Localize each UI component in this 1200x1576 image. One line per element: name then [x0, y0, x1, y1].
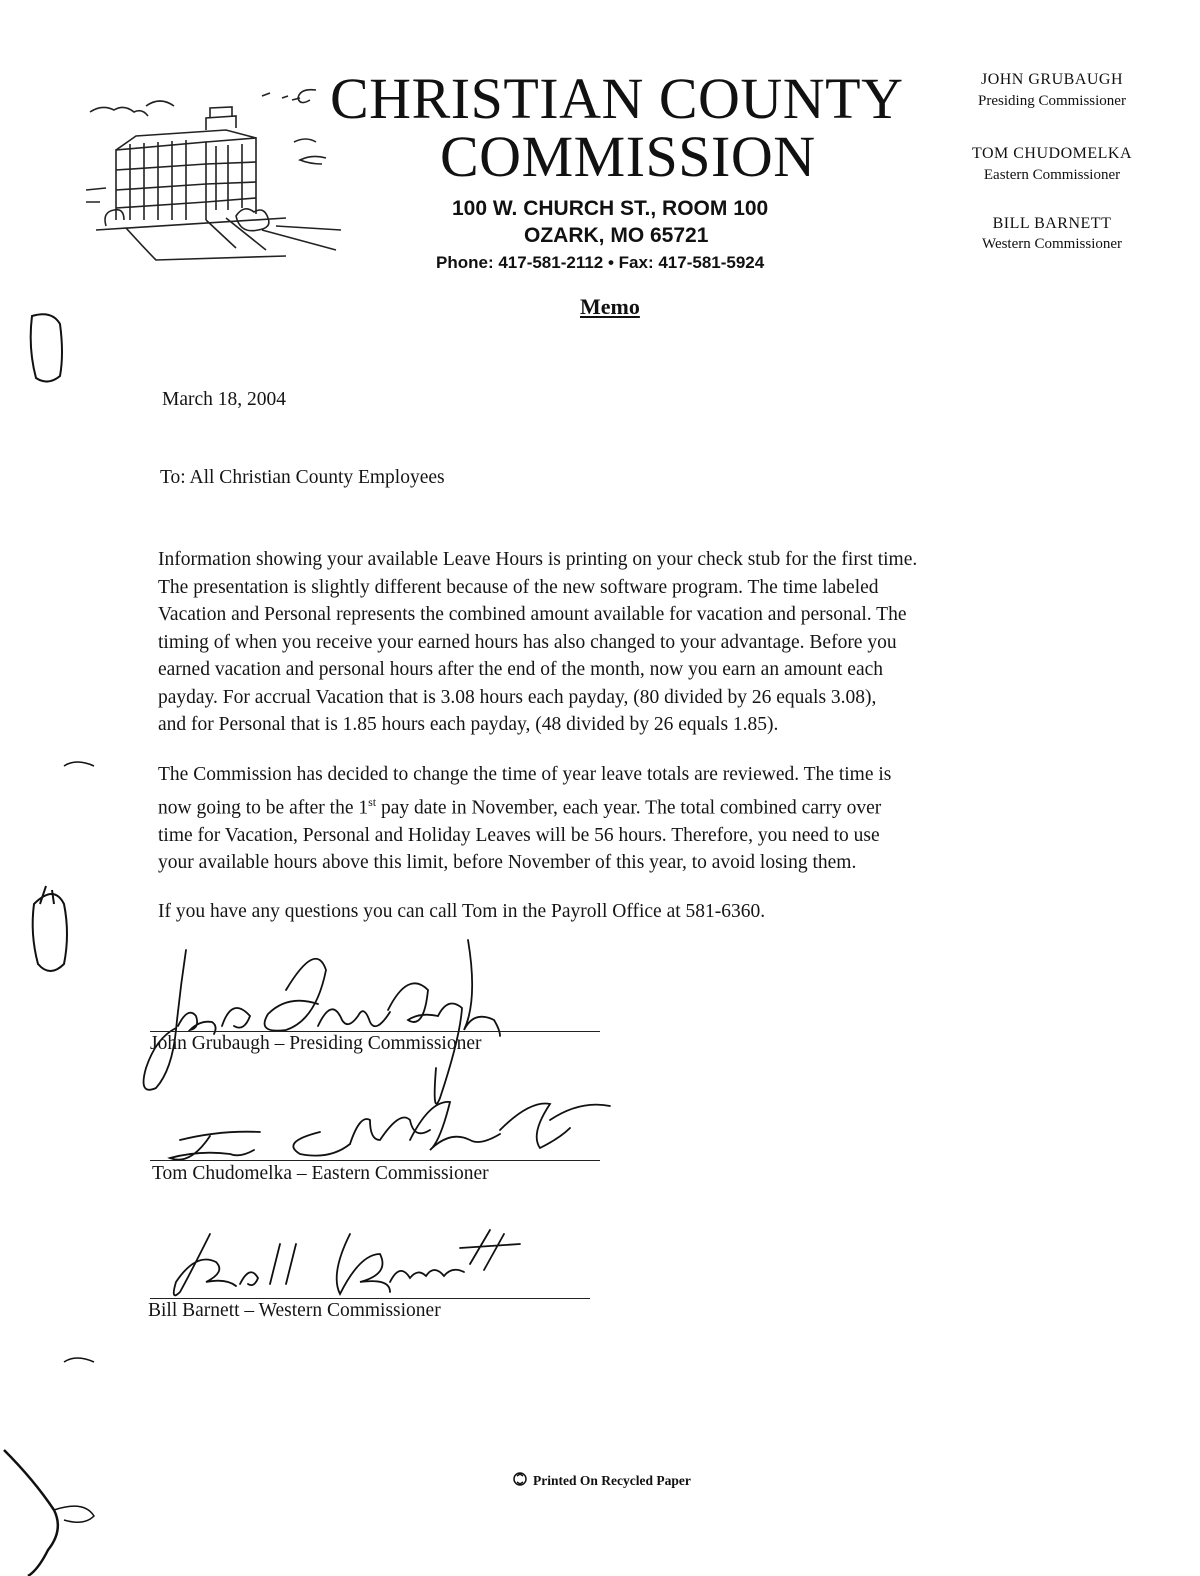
phone-fax: Phone: 417-581-2112 • Fax: 417-581-5924 [436, 253, 765, 272]
paragraph-line: time for Vacation, Personal and Holiday Leaves will be 56 hours. Therefore, you need to use [158, 824, 880, 846]
paragraph-line: payday. For accrual Vacation that is 3.08 hours each payday, (80 divided by 26 equals 3.08), [158, 686, 877, 708]
recycled-paper-note [512, 1471, 691, 1489]
corner-fold-mark [0, 1440, 110, 1576]
memo-recipient: To: All Christian County Employees [160, 467, 445, 488]
paragraph [158, 761, 1058, 877]
commissioner-name: JOHN GRUBAUGH [980, 71, 1124, 88]
signature-line [150, 1160, 600, 1161]
paragraph-line: timing of when you receive your earned hours has also changed to your advantage. Before you [158, 631, 897, 653]
swirl-mark [290, 86, 320, 108]
signature-label: Bill Barnett – Western Commissioner [148, 1300, 441, 1321]
ordinal-suffix: st [368, 794, 377, 809]
stray-mark [60, 1352, 100, 1368]
signature-line [150, 1298, 590, 1299]
signature-line [150, 1031, 600, 1032]
paragraph-line: Information showing your available Leave Hours is printing on your check stub for the first time. [158, 549, 918, 570]
org-name-line-2: COMMISSION [440, 124, 816, 189]
commissioner-title: Presiding Commissioner [978, 93, 1126, 109]
paragraph-line: earned vacation and personal hours after the end of the month, now you earn an amount each [158, 659, 884, 680]
signature-label: Tom Chudomelka – Eastern Commissioner [152, 1163, 489, 1184]
paragraph-line: now going to be after the 1st pay date in November, each year. The total combined carry over [158, 794, 882, 818]
paragraph-line: The Commission has decided to change the time of year leave totals are reviewed. The time is [158, 764, 892, 785]
commissioner-name: BILL BARNETT [992, 215, 1112, 232]
commissioner-title: Western Commissioner [981, 236, 1123, 252]
footer-note-text: Printed On Recycled Paper [533, 1473, 691, 1488]
hole-punch-mark [18, 310, 68, 390]
paragraph-line: The presentation is slightly different because of the new software program. The time labeled [158, 576, 879, 598]
commissioner-title: Eastern Commissioner [983, 167, 1121, 183]
signature-label: John Grubaugh – Presiding Commissioner [150, 1033, 482, 1054]
hole-punch-mark [16, 882, 72, 982]
paragraph-line: your available hours above this limit, before November of this year, to avoid losing them. [158, 852, 857, 873]
paragraph-line: and for Personal that is 1.85 hours each payday, (48 divided by 26 equals 1.85). [158, 714, 779, 735]
paragraph [158, 898, 1058, 926]
paragraph-line: If you have any questions you can call Tom in the Payroll Office at 581-6360. [158, 901, 766, 922]
handwritten-signature [138, 930, 538, 1100]
memo-title: Memo [580, 294, 640, 319]
paragraph-line: Vacation and Personal represents the combined amount available for vacation and personal. The [158, 604, 907, 625]
recycle-icon [512, 1471, 528, 1487]
handwritten-signature [150, 1224, 530, 1304]
address-city: OZARK, MO 65721 [524, 224, 709, 247]
paragraph [158, 546, 1058, 739]
stray-mark [60, 756, 100, 772]
courthouse-building-icon [86, 80, 346, 270]
address-street: 100 W. CHURCH ST., ROOM 100 [452, 197, 769, 220]
memo-date: March 18, 2004 [162, 389, 287, 410]
commissioner-name: TOM CHUDOMELKA [971, 145, 1133, 162]
org-name-line-1: CHRISTIAN COUNTY [330, 66, 904, 131]
